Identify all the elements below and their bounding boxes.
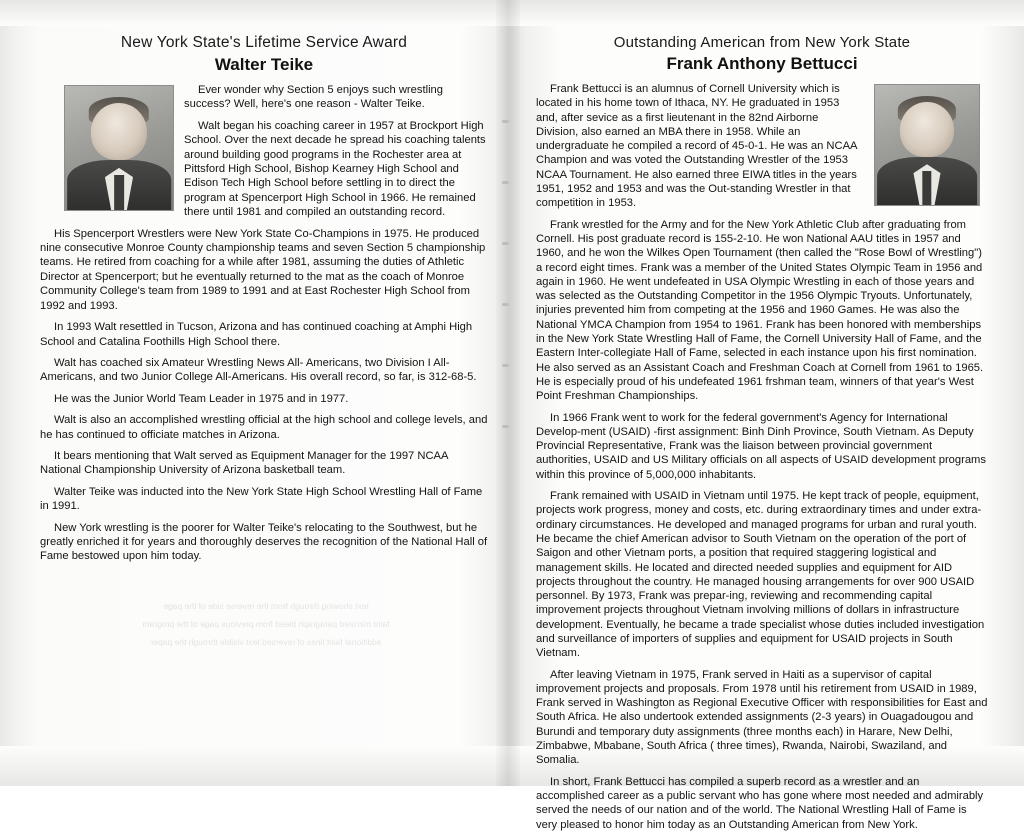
portrait-face: [900, 102, 954, 157]
left-paragraph-3: His Spencerport Wrestlers were New York State Co-Champions in 1975. He produced nine consecutive Monroe County championship teams and seven Section 5 championship teams. He retired from coaching for a while after 1981, assuming the duties of Athletic Director at Spencerport; but he eventually returned to the mat as the coach of Monroe Community College's team from 1989 to 1991 and at East Rochester High School from 1992 and 1993.: [40, 227, 486, 312]
left-paragraph-5: Walt has coached six Amateur Wrestling News All- Americans, two Division I All- Americans, and two Junior College All-Americans. His overall record, so far, is 312-68-5.: [40, 356, 477, 384]
left-paragraph-6: He was the Junior World Team Leader in 1975 and in 1977.: [54, 392, 349, 405]
right-honoree-name: Frank Anthony Bettucci: [666, 54, 858, 73]
portrait-tie: [922, 171, 931, 205]
right-paragraph-5: After leaving Vietnam in 1975, Frank served in Haiti as a supervisor of capital improvement projects and proposals. From 1978 until his retirement from USAID in 1989, Frank served in Washington as Regional Executive Officer with responsibilities for East and South Africa. He also undertook extended assignments (2-3 years) in Ouagadougou and Burundi and temporary duty assignments (three months each) in Harare, New Delhi, Zimbabwe, Mbabane, South Africa ( three times), Rwanda, Nairobi, Swaziland, and Somalia.: [536, 668, 988, 767]
left-intro-block: [40, 83, 488, 227]
right-paragraph-6: In short, Frank Bettucci has compiled a superb record as a wrestler and an accomplished career as a public servant who has gone where most needed and admirably served the needs of our nation and of the world. The National Wrestling Hall of Fame is very pleased to honor him today as an Outstanding American from New York.: [536, 775, 984, 831]
portrait-tie: [114, 175, 124, 210]
left-paragraph-2: Walt began his coaching career in 1957 at Brockport High School. Over the next decade he spread his coaching talents around building good programs in the Rochester area at Pittsford High School, Bishop Kearney High School and Edison Tech High School before settling in to direct the program at Spencerport High School in 1966. He remained there until 1981 and compiled an outstanding record.: [184, 119, 486, 219]
right-award-title: Outstanding American from New York State: [613, 34, 911, 51]
portrait-frank-bettucci: [874, 84, 980, 206]
left-paragraph-7: Walt is also an accomplished wrestling official at the high school and college levels, and he has continued to officiate matches in Arizona.: [40, 414, 488, 441]
right-paragraph-2: Frank wrestled for the Army and for the New York Athletic Club after graduating from Cornell. His post graduate record is 155-2-10. He won National AAU titles in 1957 and 1960, and he won the Wilkes Open Tournament (then called the "Rose Bowl of Wrestling") a record eight times. Frank was a member of the United States Olympic Team in 1956 and again in 1960. He went undefeated in USA Olympic Wrestling in each of those years and was selected as the Outstanding Competitor in the 1956 Olympic Tryouts. Unfortunately, injuries prevented him from competing at the 1956 and 1960 Games. He was also the National YMCA Champion from 1954 to 1961. Frank has been honored with memberships in the New York State Wrestling Hall of Fame, the Cornell University Hall of Fame, and the Eastern Inter-collegiate Hall of Fame, selected in each instance upon his first nomination. He also served as an Assistant Coach and Freshman Coach at Cornell from 1961 to 1965. He is especially proud of his undefeated 1961 frshman team, winners of that year's West Point Freshman Championships.: [536, 218, 984, 403]
left-paragraph-4: In 1993 Walt resettled in Tucson, Arizona and has continued coaching at Amphi High School and Catalina Foothills High School there.: [40, 321, 473, 348]
left-paragraph-9: Walter Teike was inducted into the New York State High School Wrestling Hall of Fame in 1991.: [40, 485, 483, 513]
spine-mark: [502, 425, 509, 428]
right-paragraph-4: Frank remained with USAID in Vietnam until 1975. He kept track of people, equipment, projects work progress, money and costs, etc. during extraordinary times and under extra-ordinary circumstances. He developed and managed programs for urban and rural youth. He became the chief American advisor to South Vietnam on the operation of the port of Saigon and other Vietnam ports, a position that required staggering logistical and management skills. He located and directed needed supplies and equipment for AID projects throughout the country. He managed housing arrangements for over 900 USAID personnel. By 1973, Frank was prepar-ing, reviewing and recommending capital improvement projects throughout Vietnam involving millions of dollars in infrastructure development. Eventually, he became a trade specialist whose duties included investigation and surveillance of importers of supplies and equipment for USAID projects in South Vietnam.: [536, 490, 985, 660]
spine-mark: [502, 120, 509, 123]
spine-mark: [502, 242, 509, 245]
left-paragraph-1: Ever wonder why Section 5 enjoys such wrestling success? Well, here's one reason - Walter Teike.: [184, 84, 443, 111]
left-paragraph-10: New York wrestling is the poorer for Walter Teike's relocating to the Southwest, but he greatly enriched it for years and thoroughly deserves the recognition of the National Hall of Fame bestowed upon him today.: [40, 521, 488, 563]
right-paragraph-1: Frank Bettucci is an alumnus of Cornell University which is located in his home town of Ithaca, NY. He graduated in 1953 and, after sevice as a first lieutenant in the 82nd Airborne Division, also earned an MBA there in 1958. While an undergraduate he compiled a record of 45-0-1. He was an NCAA Champion and was voted the Outstanding Wrestler of the 1953 NCAA Tournament. He also earned three EIWA titles in the years 1951, 1952 and 1953 and was the Out-standing Wrestler in that competition in 1953.: [536, 83, 857, 210]
portrait-face: [91, 103, 147, 160]
spine-mark: [502, 364, 509, 367]
portrait-walter-teike: [64, 85, 174, 211]
left-paragraph-8: It bears mentioning that Walt served as Equipment Manager for the 1997 NCAA National Championship University of Arizona basketball team.: [40, 449, 448, 477]
spine-mark: [502, 303, 509, 306]
left-award-title: New York State's Lifetime Service Award: [120, 34, 408, 51]
left-page-column: [40, 34, 488, 571]
right-page-column: [536, 34, 988, 839]
spine-staple-marks: [502, 120, 516, 640]
right-intro-block: [536, 82, 988, 218]
left-honoree-name: Walter Teike: [214, 55, 314, 74]
right-paragraph-3: In 1966 Frank went to work for the federal government's Agency for International Develop-ment (USAID) -first assignment: Binh Dinh Province, South Vietnam. As Deputy Provincial Representative, Frank was the liaison between provincial government authorities, USAID and US Military officials on all aspects of USAID development programs within this province of 5,000,000 inhabitants.: [536, 411, 986, 481]
spine-mark: [502, 181, 509, 184]
